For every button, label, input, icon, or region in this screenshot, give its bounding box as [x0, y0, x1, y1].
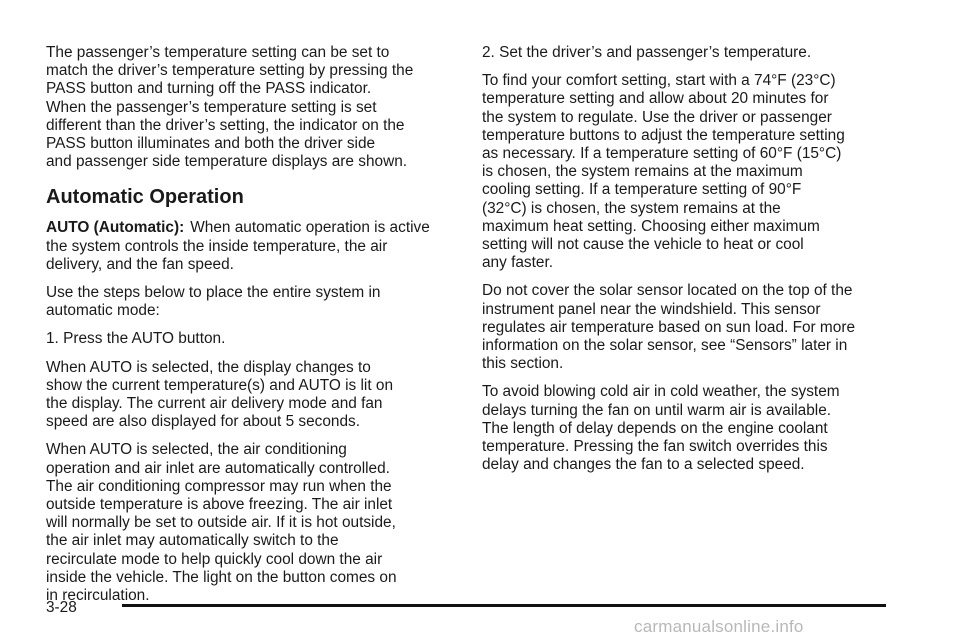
text-line: will normally be set to outside air. If it is hot outside, [46, 514, 396, 532]
text-line: 2. Set the driver’s and passenger’s temperature. [482, 44, 812, 61]
text-line: delivery, and the fan speed. [46, 255, 234, 273]
text-line: the system to regulate. Use the driver or passenger [482, 108, 832, 126]
text-line: The air conditioning compressor may run when the [46, 477, 392, 495]
steps-intro [46, 284, 444, 320]
section-heading: Automatic Operation [46, 186, 244, 209]
text-line: The passenger’s temperature setting can be set to [46, 44, 390, 61]
text-line: delays turning the fan on until warm air is available. [482, 401, 832, 419]
text-line: 1. Press the AUTO button. [46, 330, 226, 348]
text-line: the system controls the inside temperature, the air [46, 237, 388, 255]
text-line: speed are also displayed for about 5 seconds. [46, 413, 361, 431]
intro-paragraph [46, 44, 444, 171]
text-line: is chosen, the system remains at the maximum [482, 163, 803, 181]
text-line: inside the vehicle. The light on the button comes on [46, 568, 397, 586]
page-footer [46, 599, 886, 619]
text-line: automatic mode: [46, 302, 160, 320]
auto-desc-first: When automatic operation is active [190, 219, 430, 237]
step-1-paragraph-2 [46, 441, 444, 605]
text-line: Do not cover the solar sensor located on the top of the [482, 282, 853, 300]
step-1-paragraph-1 [46, 359, 444, 432]
text-line [46, 219, 444, 237]
cold-weather-paragraph [482, 383, 880, 474]
text-line: in recirculation. [46, 587, 150, 605]
text-line: Use the steps below to place the entire system in [46, 284, 381, 302]
text-line: temperature setting and allow about 20 minutes for [482, 90, 829, 108]
text-line: When AUTO is selected, the air conditioning [46, 441, 347, 459]
text-line: different than the driver’s setting, the indicator on the [46, 116, 405, 134]
text-line: To avoid blowing cold air in cold weather, the system [482, 383, 840, 401]
text-line: When AUTO is selected, the display changes to [46, 358, 371, 376]
text-line: regulates air temperature based on sun load. For more [482, 318, 855, 336]
text-line: outside temperature is above freezing. The air inlet [46, 496, 393, 514]
text-line: PASS button illuminates and both the driver side [46, 135, 376, 153]
text-line: the air inlet may automatically switch to the [46, 532, 339, 550]
watermark: carmanualsonline.info [634, 617, 804, 636]
text-line: this section. [482, 355, 564, 373]
solar-sensor-paragraph [482, 282, 880, 373]
text-line: maximum heat setting. Choosing either maximum [482, 217, 820, 235]
footer-rule [122, 604, 886, 607]
text-line: any faster. [482, 254, 554, 272]
text-line: (32°C) is chosen, the system remains at the [482, 199, 781, 217]
text-line: the display. The current air delivery mode and fan [46, 395, 383, 413]
text-line: PASS button and turning off the PASS indicator. [46, 80, 372, 98]
text-line: as necessary. If a temperature setting of 60°F (15°C) [482, 145, 842, 163]
text-line: The length of delay depends on the engine coolant [482, 419, 828, 437]
step-2-paragraph [482, 72, 880, 272]
left-column [46, 44, 444, 615]
text-line: information on the solar sensor, see “Sensors” later in [482, 337, 848, 355]
text-line: and passenger side temperature displays are shown. [46, 153, 408, 171]
text-line: temperature buttons to adjust the temperature setting [482, 126, 845, 144]
text-line: cooling setting. If a temperature setting of 90°F [482, 181, 802, 199]
text-line: show the current temperature(s) and AUTO is lit on [46, 376, 394, 394]
text-line: When the passenger’s temperature setting is set [46, 98, 377, 116]
text-line: temperature. Pressing the fan switch overrides this [482, 438, 828, 456]
auto-label: AUTO (Automatic): [46, 219, 185, 237]
text-line: setting will not cause the vehicle to heat or cool [482, 236, 804, 254]
text-line: match the driver’s temperature setting by pressing the [46, 62, 414, 80]
step-2-label [482, 44, 880, 62]
auto-definition [46, 219, 444, 274]
text-line: To find your comfort setting, start with a 74°F (23°C) [482, 72, 836, 90]
text-line: instrument panel near the windshield. This sensor [482, 300, 821, 318]
text-line: recirculate mode to help quickly cool down the air [46, 550, 383, 568]
step-1-label [46, 330, 444, 348]
text-line: operation and air inlet are automatically controlled. [46, 459, 390, 477]
text-line: delay and changes the fan to a selected speed. [482, 456, 805, 474]
right-column [482, 44, 880, 484]
page-number: 3-28 [46, 599, 77, 616]
